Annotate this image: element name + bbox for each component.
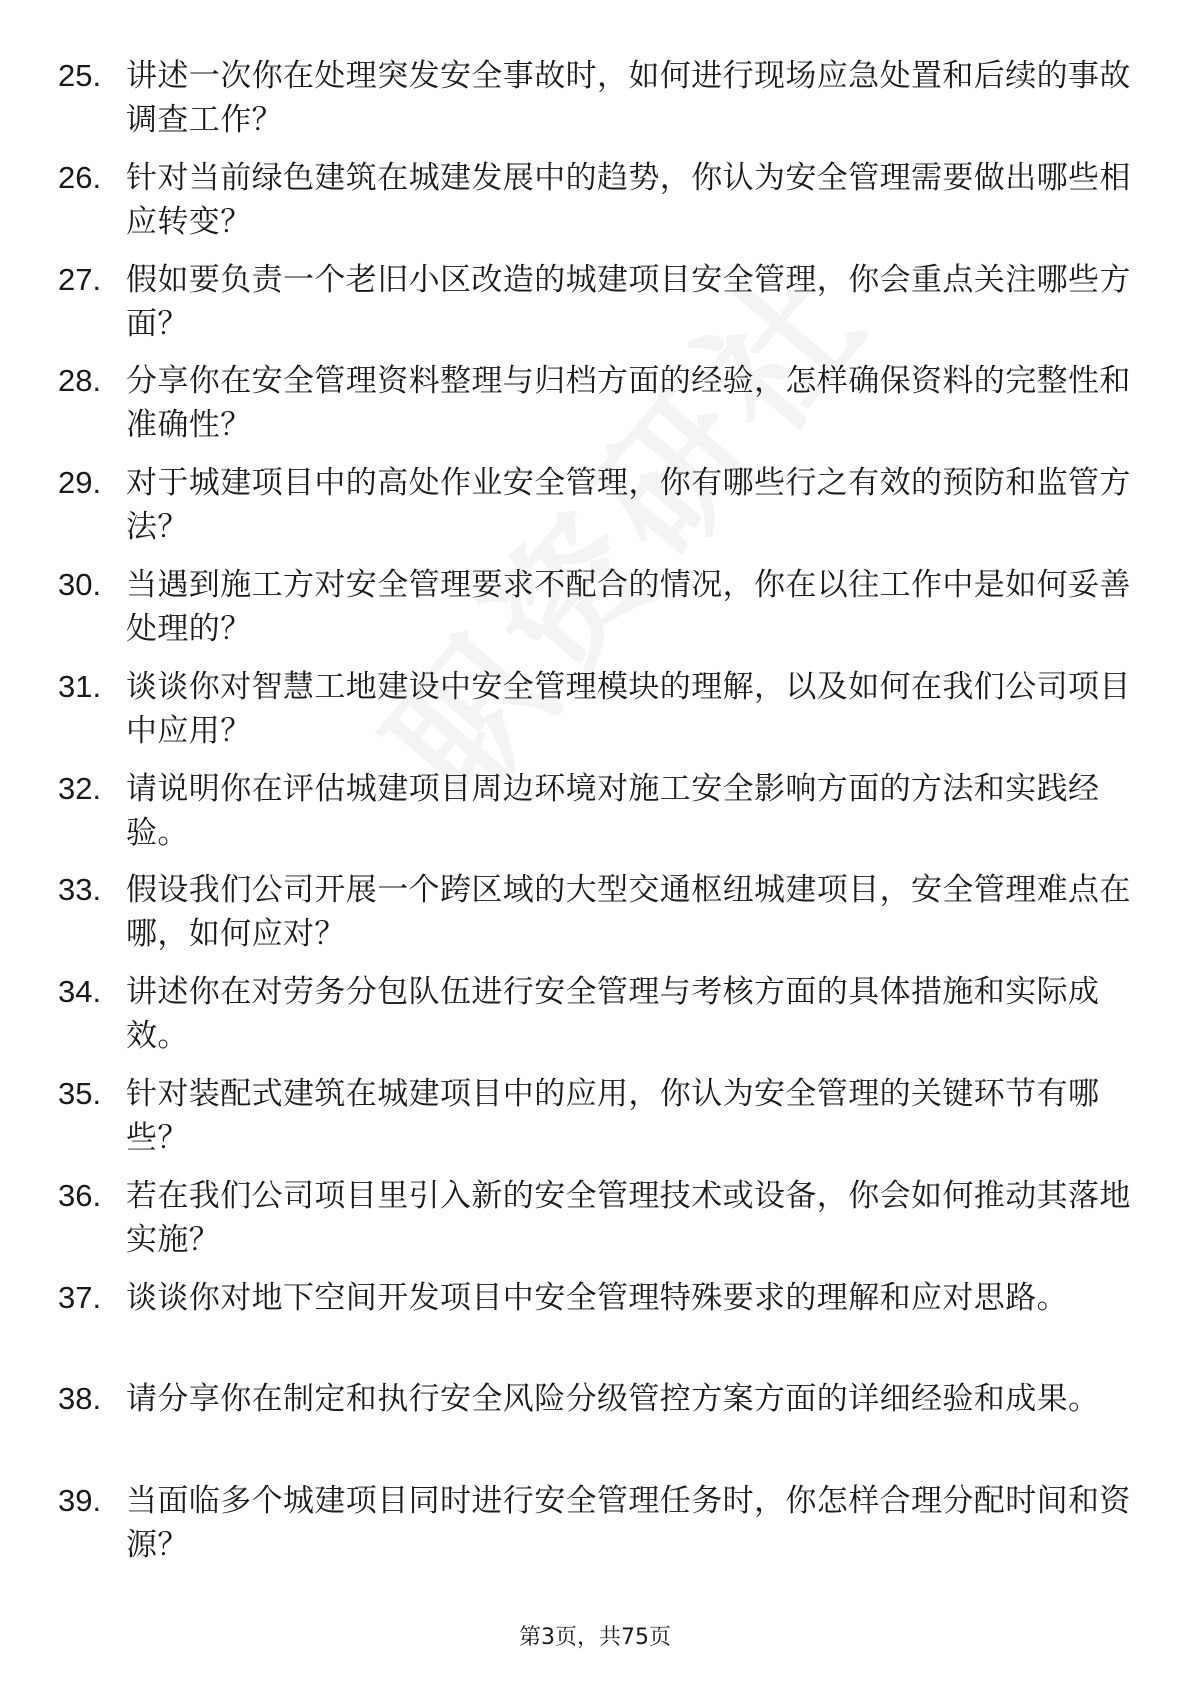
question-text: 假设我们公司开展一个跨区域的大型交通枢纽城建项目，安全管理难点在哪，如何应对？ bbox=[126, 872, 1131, 953]
question-text: 对于城建项目中的高处作业安全管理，你有哪些行之有效的预防和监管方法？ bbox=[126, 465, 1131, 546]
question-number: 26. bbox=[58, 159, 102, 195]
question-number: 39. bbox=[58, 1483, 102, 1519]
question-list bbox=[58, 54, 1133, 1581]
question-text: 当面临多个城建项目同时进行安全管理任务时，你怎样合理分配时间和资源？ bbox=[126, 1483, 1131, 1564]
question-item bbox=[58, 1479, 1133, 1581]
page-number: 第3页，共75页 bbox=[519, 1625, 671, 1650]
question-item bbox=[58, 1276, 1133, 1378]
question-number: 33. bbox=[58, 872, 102, 908]
question-number: 31. bbox=[58, 668, 102, 704]
question-number: 28. bbox=[58, 363, 102, 399]
question-text: 请分享你在制定和执行安全风险分级管控方案方面的详细经验和成果。 bbox=[126, 1381, 1100, 1418]
question-number: 37. bbox=[58, 1279, 102, 1315]
question-text: 谈谈你对智慧工地建设中安全管理模块的理解，以及如何在我们公司项目中应用？ bbox=[126, 668, 1131, 749]
question-text: 讲述你在对劳务分包队伍进行安全管理与考核方面的具体措施和实际成效。 bbox=[126, 974, 1100, 1055]
question-item bbox=[58, 1174, 1133, 1276]
question-text: 若在我们公司项目里引入新的安全管理技术或设备，你会如何推动其落地实施？ bbox=[126, 1177, 1131, 1258]
question-item bbox=[58, 156, 1133, 258]
question-number: 32. bbox=[58, 770, 102, 806]
question-text: 当遇到施工方对安全管理要求不配合的情况，你在以往工作中是如何妥善处理的？ bbox=[126, 566, 1131, 647]
question-item bbox=[58, 1072, 1133, 1174]
question-item bbox=[58, 563, 1133, 665]
question-text: 分享你在安全管理资料整理与归档方面的经验，怎样确保资料的完整性和准确性？ bbox=[126, 363, 1131, 444]
question-item bbox=[58, 54, 1133, 156]
question-text: 假如要负责一个老旧小区改造的城建项目安全管理，你会重点关注哪些方面？ bbox=[126, 261, 1131, 342]
question-item bbox=[58, 868, 1133, 970]
question-item bbox=[58, 258, 1133, 360]
question-item bbox=[58, 1377, 1133, 1479]
question-number: 25. bbox=[58, 58, 102, 93]
question-number: 29. bbox=[58, 465, 102, 501]
question-number: 35. bbox=[58, 1075, 102, 1111]
question-text: 讲述一次你在处理突发安全事故时，如何进行现场应急处置和后续的事故调查工作？ bbox=[126, 58, 1131, 138]
question-item bbox=[58, 665, 1133, 767]
page-footer bbox=[0, 1623, 1190, 1653]
question-text: 针对当前绿色建筑在城建发展中的趋势，你认为安全管理需要做出哪些相应转变？ bbox=[126, 159, 1131, 240]
question-number: 30. bbox=[58, 566, 102, 602]
question-item bbox=[58, 970, 1133, 1072]
question-number: 34. bbox=[58, 974, 102, 1010]
question-text: 针对装配式建筑在城建项目中的应用，你认为安全管理的关键环节有哪些？ bbox=[126, 1075, 1100, 1156]
question-item bbox=[58, 767, 1133, 869]
question-number: 36. bbox=[58, 1177, 102, 1213]
question-text: 谈谈你对地下空间开发项目中安全管理特殊要求的理解和应对思路。 bbox=[126, 1279, 1068, 1316]
question-number: 27. bbox=[58, 261, 102, 297]
question-item bbox=[58, 461, 1133, 563]
question-item bbox=[58, 359, 1133, 461]
question-number: 38. bbox=[58, 1381, 102, 1417]
question-text: 请说明你在评估城建项目周边环境对施工安全影响方面的方法和实践经验。 bbox=[126, 770, 1100, 851]
